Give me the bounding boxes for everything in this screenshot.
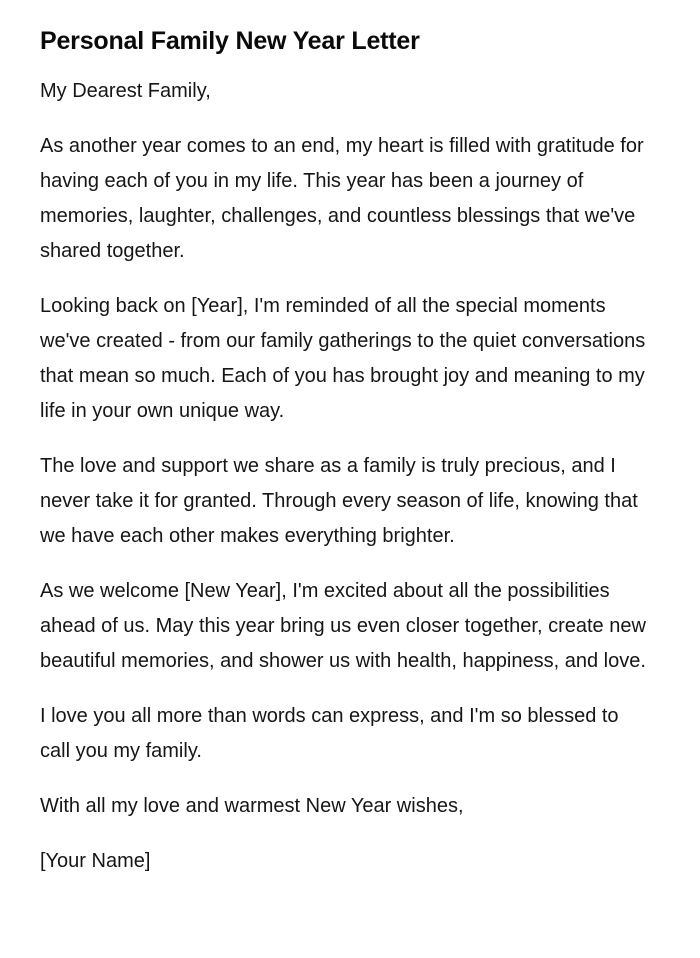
paragraph-1: As another year comes to an end, my heart is filled with gratitude for having each of you in my life. This year has been a journey of memories, laughter, challenges, and countless blessings that we've shared together. xyxy=(40,135,644,262)
paragraph-4: As we welcome [New Year], I'm excited about all the possibilities ahead of us. May this year bring us even closer together, create new beautiful memories, and shower us with health, happiness, and love. xyxy=(40,580,646,672)
document-title: Personal Family New Year Letter xyxy=(40,27,420,55)
letter-page xyxy=(40,24,650,899)
signature: [Your Name] xyxy=(40,850,151,872)
paragraph-5: I love you all more than words can express, and I'm so blessed to call you my family. xyxy=(40,705,619,762)
salutation: My Dearest Family, xyxy=(40,80,211,102)
paragraph-3: The love and support we share as a family is truly precious, and I never take it for granted. Through every season of life, knowing that we have each other makes everything brighter. xyxy=(40,455,638,547)
closing-line: With all my love and warmest New Year wishes, xyxy=(40,795,464,817)
letter-body xyxy=(40,74,650,879)
paragraph-2: Looking back on [Year], I'm reminded of all the special moments we've created - from our family gatherings to the quiet conversations that mean so much. Each of you has brought joy and meaning to my life in your own unique way. xyxy=(40,295,646,422)
